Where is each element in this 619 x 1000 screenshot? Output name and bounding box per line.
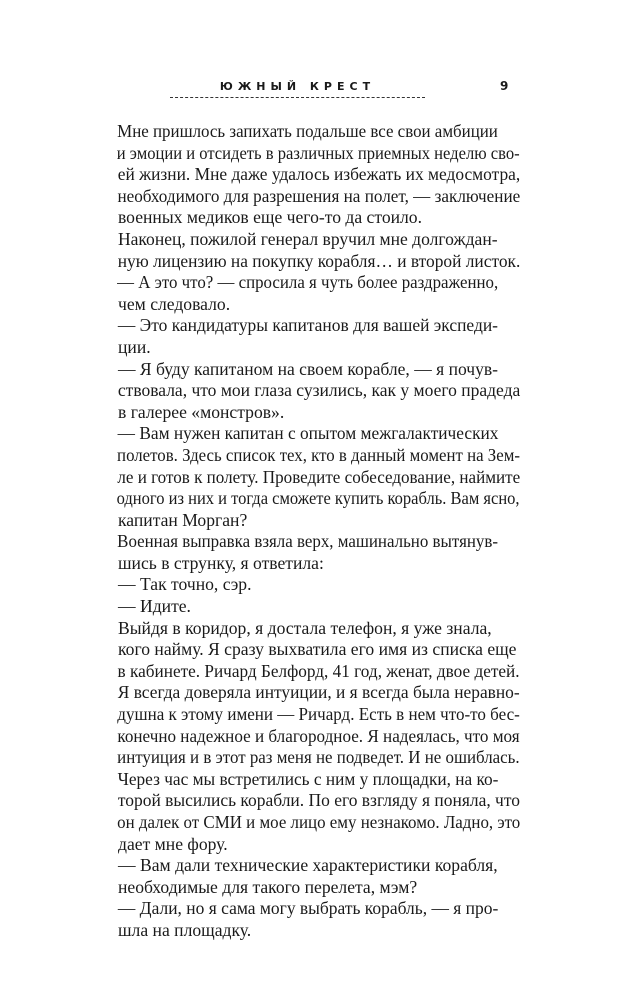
paragraph xyxy=(96,618,520,769)
paragraph xyxy=(96,359,520,424)
text-line: необходимого для разрешения на полет, — заключение xyxy=(117,185,521,206)
text-line: ствовала, что мои глаза сузились, как у моего прадеда xyxy=(117,380,521,401)
text-line: интуиция и в этот раз меня не подведет. И не ошиблась. xyxy=(117,747,520,768)
text-line: Военная выправка взяла верх, машинально вытянув- xyxy=(117,531,499,552)
text-line: — Я буду капитаном на своем корабле, — я почув- xyxy=(117,358,499,379)
text-line: Наконец, пожилой генерал вручил мне долгождан- xyxy=(117,228,498,249)
text-line: полетов. Здесь список тех, кто в данный момент на Зем- xyxy=(117,444,520,465)
text-line: Мне пришлось запихать подальше все свои амбиции xyxy=(117,121,498,141)
text-line: конечно надежное и благородное. Я надеялась, что моя xyxy=(117,725,520,746)
text-line: в кабинете. Ричард Белфорд, 41 год, женат, двое детей. xyxy=(117,660,520,681)
text-line: ции. xyxy=(118,336,151,357)
text-line: — Так точно, сэр. xyxy=(118,574,252,595)
text-line: необходимые для такого перелета, мэм? xyxy=(118,876,418,897)
text-line: торой высились корабли. По его взгляду я поняла, что xyxy=(117,790,520,811)
text-line: Через час мы встретились с ним у площадки, на ко- xyxy=(117,768,499,789)
paragraph xyxy=(96,121,520,229)
text-line: — Вам нужен капитан с опытом межгалактических xyxy=(117,423,499,444)
text-line: шись в струнку, я ответила: xyxy=(118,552,324,573)
text-line: военных медиков еще чего-то да стоило. xyxy=(118,207,423,228)
text-line: — Идите. xyxy=(118,596,191,617)
body-text xyxy=(96,121,520,942)
running-title: ЮЖНЫЙ КРЕСТ xyxy=(219,80,376,93)
paragraph xyxy=(96,898,520,941)
text-line: Выйдя в коридор, я достала телефон, я уже знала, xyxy=(118,617,492,638)
text-line: он далек от СМИ и мое лицо ему незнакомо. Ладно, это xyxy=(117,812,521,832)
text-line: дает мне фору. xyxy=(118,833,228,854)
text-line: шла на площадку. xyxy=(118,919,252,940)
text-line: ей жизни. Мне даже удалось избежать их медосмотра, xyxy=(117,164,521,185)
text-line: Я всегда доверяла интуиции, и я всегда была неравно- xyxy=(117,682,520,703)
text-line: — Дали, но я сама могу выбрать корабль, — я про- xyxy=(117,898,499,919)
text-line: одного из них и тогда сможете купить корабль. Вам ясно, xyxy=(116,488,520,509)
text-line: ле и готов к полету. Проведите собеседование, наймите xyxy=(117,466,521,487)
text-line: в галерее «монстров». xyxy=(118,401,285,422)
paragraph xyxy=(96,272,520,315)
text-line: чем следовало. xyxy=(118,293,231,314)
text-line: капитан Морган? xyxy=(118,509,248,530)
text-line: душна к этому имени — Ричард. Есть в нем что-то бес- xyxy=(117,704,520,725)
header-divider xyxy=(170,97,425,98)
paragraph xyxy=(96,423,520,531)
text-line: ную лицензию на покупку корабля… и второй листок. xyxy=(117,250,521,271)
text-line: — А это что? — спросила я чуть более раздраженно, xyxy=(117,272,499,293)
paragraph xyxy=(96,574,520,596)
text-line: кого найму. Я сразу выхватила его имя из списка еще xyxy=(118,639,517,660)
paragraph xyxy=(96,596,520,618)
paragraph xyxy=(96,769,520,855)
page-number: 9 xyxy=(500,79,509,93)
text-line: — Это кандидатуры капитанов для вашей экспеди- xyxy=(117,315,498,336)
paragraph xyxy=(96,229,520,272)
paragraph xyxy=(96,531,520,574)
text-line: — Вам дали технические характеристики корабля, xyxy=(118,855,498,876)
text-line: и эмоции и отсидеть в различных приемных неделю сво- xyxy=(116,142,520,163)
paragraph xyxy=(96,855,520,898)
paragraph xyxy=(96,315,520,358)
